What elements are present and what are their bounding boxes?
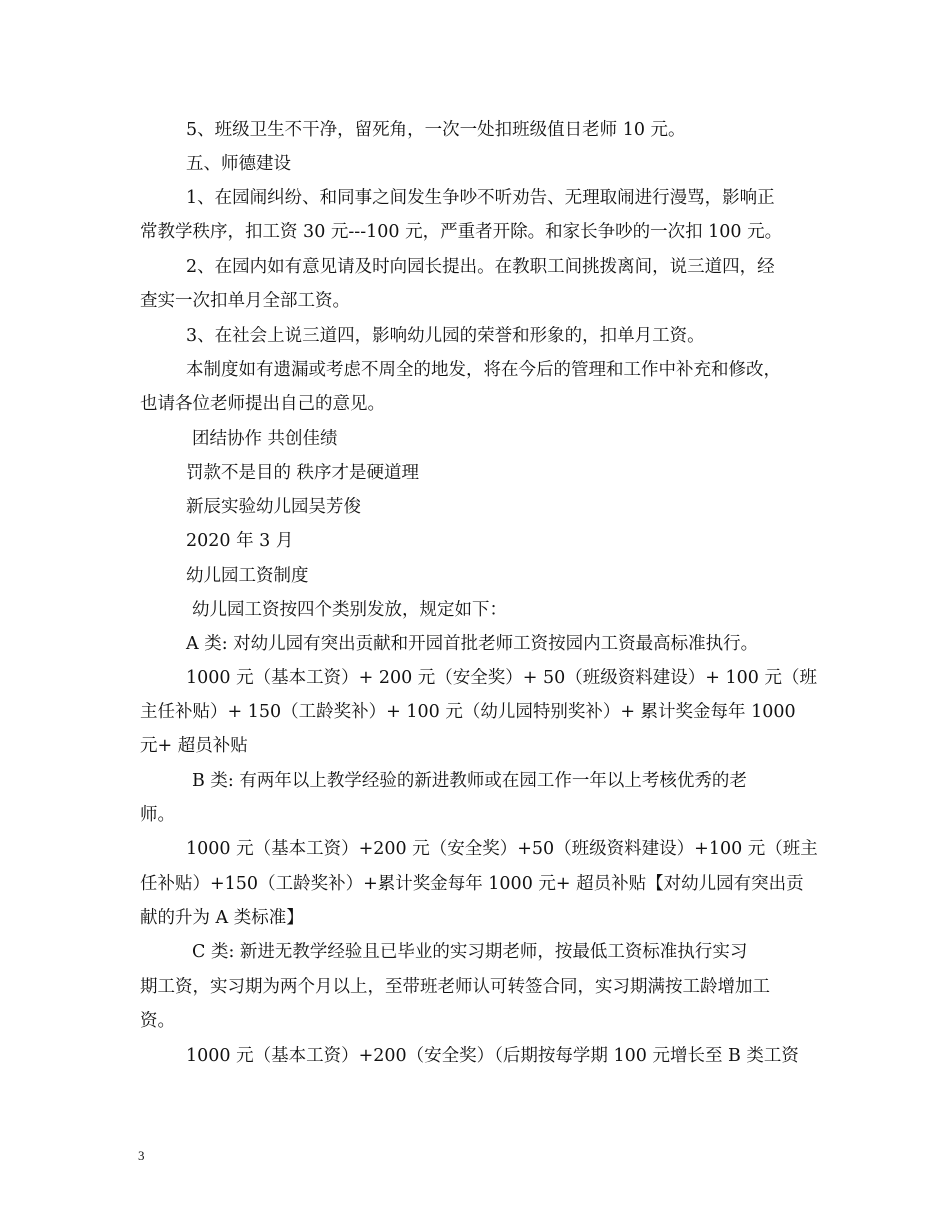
text-line: 3、在社会上说三道四，影响幼儿园的荣誉和形象的，扣单月工资。	[186, 326, 705, 346]
slogan-line: 罚款不是目的 秩序才是硬道理	[186, 463, 420, 483]
text-line: 2、在园内如有意见请及时向园长提出。在教职工间挑拨离间，说三道四，经	[186, 257, 775, 277]
text-line: 也请各位老师提出自己的意见。	[140, 394, 385, 414]
text-line: 幼儿园工资按四个类别发放，规定如下：	[192, 600, 507, 620]
text-line: 献的升为 A 类标准】	[140, 908, 304, 928]
date-line: 2020 年 3 月	[186, 531, 294, 551]
text-line: 1、在园闹纠纷、和同事之间发生争吵不听劝告、无理取闹进行漫骂，影响正	[186, 188, 775, 208]
slogan-line: 团结协作 共创佳绩	[192, 429, 338, 449]
text-line: 资。	[140, 1011, 175, 1031]
page-number: 3	[138, 1148, 145, 1163]
text-line: 主任补贴）+ 150（工龄奖补）+ 100 元（幼儿园特别奖补）+ 累计奖金每年 1000	[140, 702, 796, 722]
text-line: 5、班级卫生不干净，留死角，一次一处扣班级值日老师 10 元。	[186, 120, 686, 140]
text-line: 本制度如有遗漏或考虑不周全的地发，将在今后的管理和工作中补充和修改，	[186, 360, 781, 380]
text-line: 任补贴）+150（工龄奖补）+累计奖金每年 1000 元+ 超员补贴【对幼儿园有突出贡	[140, 874, 804, 894]
text-line: 元+ 超员补贴	[140, 736, 248, 756]
text-line: 常教学秩序，扣工资 30 元---100 元，严重者开除。和家长争吵的一次扣 100 元。	[140, 222, 783, 242]
text-line: 期工资，实习期为两个月以上，至带班老师认可转签合同，实习期满按工龄增加工	[140, 977, 770, 997]
text-line: 1000 元（基本工资）+200（安全奖）（后期按每学期 100 元增长至 B 类工资	[186, 1046, 799, 1066]
section-heading: 五、师德建设	[186, 154, 291, 174]
category-b-line: B 类: 有两年以上教学经验的新进教师或在园工作一年以上考核优秀的老	[192, 771, 747, 791]
category-a-line: A 类: 对幼儿园有突出贡献和开园首批老师工资按园内工资最高标准执行。	[186, 634, 759, 654]
section-title: 幼儿园工资制度	[186, 566, 309, 586]
text-line: 查实一次扣单月全部工资。	[140, 291, 350, 311]
text-line: 师。	[140, 805, 175, 825]
signature-line: 新辰实验幼儿园吴芳俊	[186, 497, 361, 517]
text-line: 1000 元（基本工资）+ 200 元（安全奖）+ 50（班级资料建设）+ 100 元（班	[186, 668, 817, 688]
category-c-line: C 类: 新进无教学经验且已毕业的实习期老师，按最低工资标准执行实习	[192, 942, 748, 962]
text-line: 1000 元（基本工资）+200 元（安全奖）+50（班级资料建设）+100 元（班主	[186, 839, 818, 859]
